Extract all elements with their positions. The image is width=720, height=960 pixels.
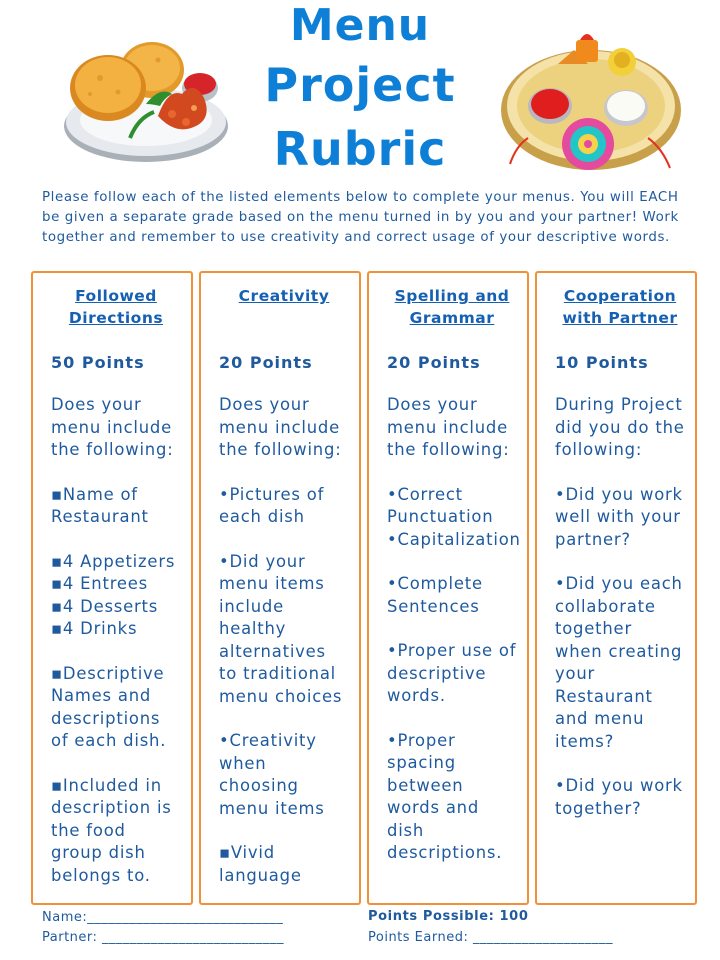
criteria-item: •Did you each collaborate together when creating your Restaurant and menu items? bbox=[555, 574, 683, 751]
criteria-lead: Does your menu include the following: bbox=[387, 395, 510, 459]
points-possible: Points Possible: 100 bbox=[368, 909, 529, 924]
column-heading-line: Directions bbox=[68, 309, 164, 327]
criteria-lead: During Project did you do the following: bbox=[555, 395, 685, 459]
column-heading-line: Cooperation bbox=[563, 287, 677, 305]
column-heading-line: Followed bbox=[75, 287, 157, 305]
column-heading bbox=[387, 285, 517, 333]
rubric-column-creativity bbox=[199, 271, 361, 905]
rubric-column-followed-directions bbox=[31, 271, 193, 905]
column-points: 20 Points bbox=[219, 353, 313, 372]
column-heading bbox=[219, 285, 349, 333]
criteria-item: ▪Vivid language bbox=[219, 843, 302, 885]
criteria-item: ▪4 Desserts bbox=[51, 596, 159, 616]
points-earned-line[interactable]: Points Earned: ____________________ bbox=[368, 930, 613, 945]
criteria-lead: Does your menu include the following: bbox=[51, 395, 174, 459]
column-heading bbox=[51, 285, 181, 333]
criteria-item: •Pictures of each dish bbox=[219, 484, 325, 526]
rubric-column-cooperation bbox=[535, 271, 697, 905]
title-line-menu: Menu bbox=[289, 0, 431, 51]
column-heading-line: Creativity bbox=[238, 287, 330, 305]
criteria-item: ▪Included in description is the food group dish belongs to. bbox=[51, 775, 172, 885]
criteria-item: •Proper spacing between words and dish descriptions. bbox=[387, 730, 503, 862]
column-points: 20 Points bbox=[387, 353, 481, 372]
criteria-item: •Creativity when choosing menu items bbox=[219, 731, 325, 818]
rubric-column-spelling-grammar bbox=[367, 271, 529, 905]
title-line-project: Project bbox=[264, 58, 456, 112]
name-line[interactable]: Name:____________________________ bbox=[42, 910, 284, 925]
criteria-item: ▪4 Drinks bbox=[51, 619, 138, 638]
column-criteria bbox=[51, 394, 181, 887]
criteria-item: ▪Descriptive Names and descriptions of each dish. bbox=[51, 663, 167, 750]
criteria-lead: Does your menu include the following: bbox=[219, 395, 342, 459]
column-criteria bbox=[219, 394, 349, 887]
criteria-item: •Did you work together? bbox=[555, 776, 683, 818]
criteria-item: •Proper use of descriptive words. bbox=[387, 641, 517, 705]
title-line-rubric: Rubric bbox=[273, 122, 447, 176]
criteria-item: ▪4 Appetizers bbox=[51, 551, 176, 571]
festival-thali-illustration bbox=[498, 26, 684, 176]
partner-line[interactable]: Partner: __________________________ bbox=[42, 930, 285, 945]
column-criteria bbox=[387, 394, 521, 865]
column-points: 10 Points bbox=[555, 353, 649, 372]
column-points: 50 Points bbox=[51, 353, 145, 372]
food-plate-illustration bbox=[60, 26, 232, 168]
column-criteria bbox=[555, 394, 685, 820]
criteria-item: ▪4 Entrees bbox=[51, 574, 149, 593]
column-heading-line: Spelling and bbox=[394, 287, 510, 305]
column-heading bbox=[555, 285, 685, 333]
criteria-item: ▪Name of Restaurant bbox=[51, 484, 149, 526]
criteria-item: •Correct Punctuation bbox=[387, 484, 494, 526]
instructions-paragraph: Please follow each of the listed elements below to complete your menus. You will EACH be given a separate grade based on the menu turned in by you and your partner! Work together and remember to use creativity and correct usage of your descriptive words. bbox=[42, 190, 679, 245]
criteria-item: •Did your menu items include healthy alternatives to traditional menu choices bbox=[219, 551, 343, 706]
column-heading-line: with Partner bbox=[562, 309, 678, 327]
column-heading-line: Grammar bbox=[409, 309, 495, 327]
criteria-item: •Capitalization bbox=[387, 529, 521, 549]
criteria-item: •Did you work well with your partner? bbox=[555, 484, 683, 549]
criteria-item: •Complete Sentences bbox=[387, 574, 483, 616]
